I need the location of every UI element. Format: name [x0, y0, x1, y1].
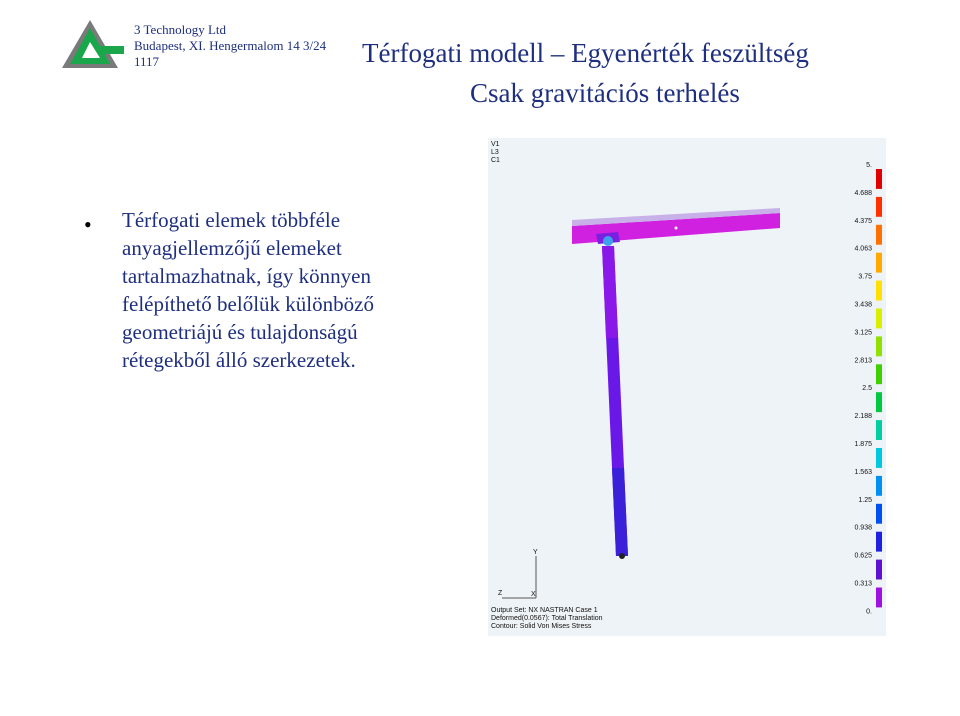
legend-value: 2.813 [854, 357, 872, 365]
legend-value: 1.563 [854, 468, 872, 476]
slide-subtitle: Csak gravitációs terhelés [470, 78, 740, 108]
legend-value: 1.875 [854, 441, 872, 448]
legend-color-swatch [876, 309, 882, 329]
bullet-dot-icon: • [84, 212, 92, 237]
fem-header-label: L3 [491, 149, 499, 156]
company-logo [60, 18, 126, 70]
company-postcode: 1117 [134, 54, 160, 69]
company-info [134, 22, 326, 70]
joint-stress-spot [603, 236, 613, 246]
legend-color-swatch [876, 169, 882, 189]
bullet-line: felépíthető belőlük különböző [122, 292, 374, 316]
fem-footer-line: Contour: Solid Von Mises Stress [491, 623, 592, 630]
legend-color-swatch [876, 281, 882, 301]
legend-value: 0.625 [854, 552, 872, 560]
column-upper [602, 246, 618, 338]
legend-value: 4.375 [854, 217, 872, 225]
legend-color-swatch [876, 392, 882, 412]
legend-color-swatch [876, 197, 882, 217]
stress-color-legend [854, 162, 882, 615]
legend-value: 0. [866, 608, 872, 616]
bullet-line: rétegekből álló szerkezetek. [122, 348, 356, 372]
legend-color-swatch [876, 420, 882, 440]
bullet-line: Térfogati elemek többféle [122, 208, 341, 232]
legend-color-swatch [876, 532, 882, 552]
slide-title: Térfogati modell – Egyenérték feszültség [362, 38, 809, 68]
legend-value: 3.438 [854, 301, 872, 309]
fem-footer-line: Output Set: NX NASTRAN Case 1 [491, 607, 598, 614]
bullet-text [122, 206, 482, 374]
node-marker [675, 227, 678, 230]
column-lower [612, 468, 628, 556]
legend-value: 2.188 [854, 413, 872, 421]
bullet-line: tartalmazhatnak, így könnyen [122, 264, 371, 288]
z-axis-label: Z [498, 590, 503, 597]
bullet-line: geometriájú és tulajdonságú [122, 320, 358, 344]
legend-value: 0.313 [854, 580, 872, 588]
legend-value: 0.938 [854, 524, 872, 532]
bullet-line: anyagjellemzőjű elemeket [122, 236, 342, 260]
column-base [619, 553, 625, 559]
legend-color-swatch [876, 364, 882, 384]
company-address: Budapest, XI. Hengermalom 14 3/24 [134, 38, 327, 53]
y-axis-label: Y [533, 549, 538, 556]
legend-value: 5. [866, 162, 872, 169]
legend-color-swatch [876, 588, 882, 608]
legend-color-swatch [876, 336, 882, 356]
legend-value: 3.125 [854, 329, 872, 337]
legend-value: 1.25 [858, 496, 872, 504]
legend-value: 4.063 [854, 245, 872, 253]
legend-color-swatch [876, 504, 882, 524]
legend-color-swatch [876, 448, 882, 468]
fem-header-label: C1 [491, 157, 500, 164]
legend-value: 3.75 [858, 273, 872, 281]
legend-value: 4.688 [854, 189, 872, 197]
company-name: 3 Technology Ltd [134, 22, 227, 37]
fem-header-label: V1 [491, 141, 500, 148]
fem-result-svg [488, 138, 886, 636]
legend-value: 2.5 [862, 385, 872, 393]
legend-color-swatch [876, 476, 882, 496]
legend-color-swatch [876, 560, 882, 580]
x-axis-label: X [531, 591, 536, 598]
fem-result-image [488, 138, 886, 636]
legend-color-swatch [876, 225, 882, 245]
fem-footer-line: Deformed(0.0567): Total Translation [491, 615, 603, 622]
legend-color-swatch [876, 253, 882, 273]
